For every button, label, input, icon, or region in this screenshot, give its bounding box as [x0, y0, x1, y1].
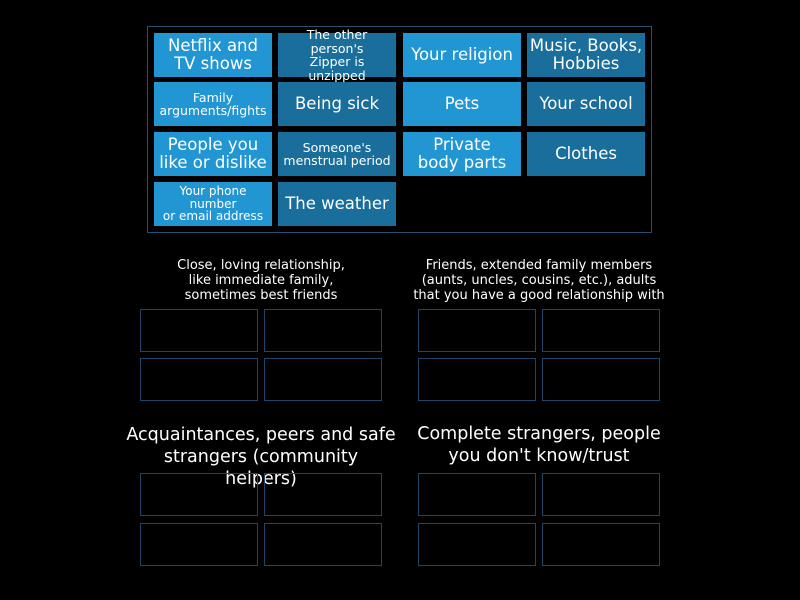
tile-being-sick[interactable]: Being sick: [278, 82, 396, 126]
tile-pets[interactable]: Pets: [403, 82, 521, 126]
drop-slot[interactable]: [140, 523, 258, 566]
drop-slot[interactable]: [418, 309, 536, 352]
tile-your-religion[interactable]: Your religion: [403, 33, 521, 77]
drop-slot[interactable]: [264, 473, 382, 516]
drop-slot[interactable]: [140, 309, 258, 352]
tile-clothes[interactable]: Clothes: [527, 132, 645, 176]
tile-netflix-and-tv-shows[interactable]: Netflix and TV shows: [154, 33, 272, 77]
tile-zipper-unzipped[interactable]: The other person's Zipper is unzipped: [278, 33, 396, 77]
drop-slot[interactable]: [418, 473, 536, 516]
tile-menstrual-period[interactable]: Someone's menstrual period: [278, 132, 396, 176]
drop-slot[interactable]: [264, 358, 382, 401]
drop-slot[interactable]: [140, 473, 258, 516]
drop-slot[interactable]: [140, 358, 258, 401]
tile-family-arguments[interactable]: Family arguments/fights: [154, 82, 272, 126]
drop-slot[interactable]: [542, 473, 660, 516]
tile-the-weather[interactable]: The weather: [278, 182, 396, 226]
tile-music-books-hobbies[interactable]: Music, Books, Hobbies: [527, 33, 645, 77]
drop-slot[interactable]: [542, 523, 660, 566]
drop-slot[interactable]: [542, 309, 660, 352]
group-label-friends-extended-family: Friends, extended family members (aunts, uncles, cousins, etc.), adults that you have a good relationship with: [413, 258, 665, 304]
group-label-close-relationship: Close, loving relationship, like immediate family, sometimes best friends: [177, 258, 345, 304]
drop-slot[interactable]: [264, 309, 382, 352]
tile-private-body-parts[interactable]: Private body parts: [403, 132, 521, 176]
tile-phone-or-email[interactable]: Your phone number or email address: [154, 182, 272, 226]
tile-your-school[interactable]: Your school: [527, 82, 645, 126]
group-label-acquaintances: Acquaintances, peers and safe strangers (community helpers): [126, 425, 396, 489]
drop-slot[interactable]: [542, 358, 660, 401]
drop-slot[interactable]: [418, 358, 536, 401]
drop-slot[interactable]: [264, 523, 382, 566]
tile-people-like-dislike[interactable]: People you like or dislike: [154, 132, 272, 176]
group-label-complete-strangers: Complete strangers, people you don't know/trust: [417, 424, 661, 466]
drop-slot[interactable]: [418, 523, 536, 566]
